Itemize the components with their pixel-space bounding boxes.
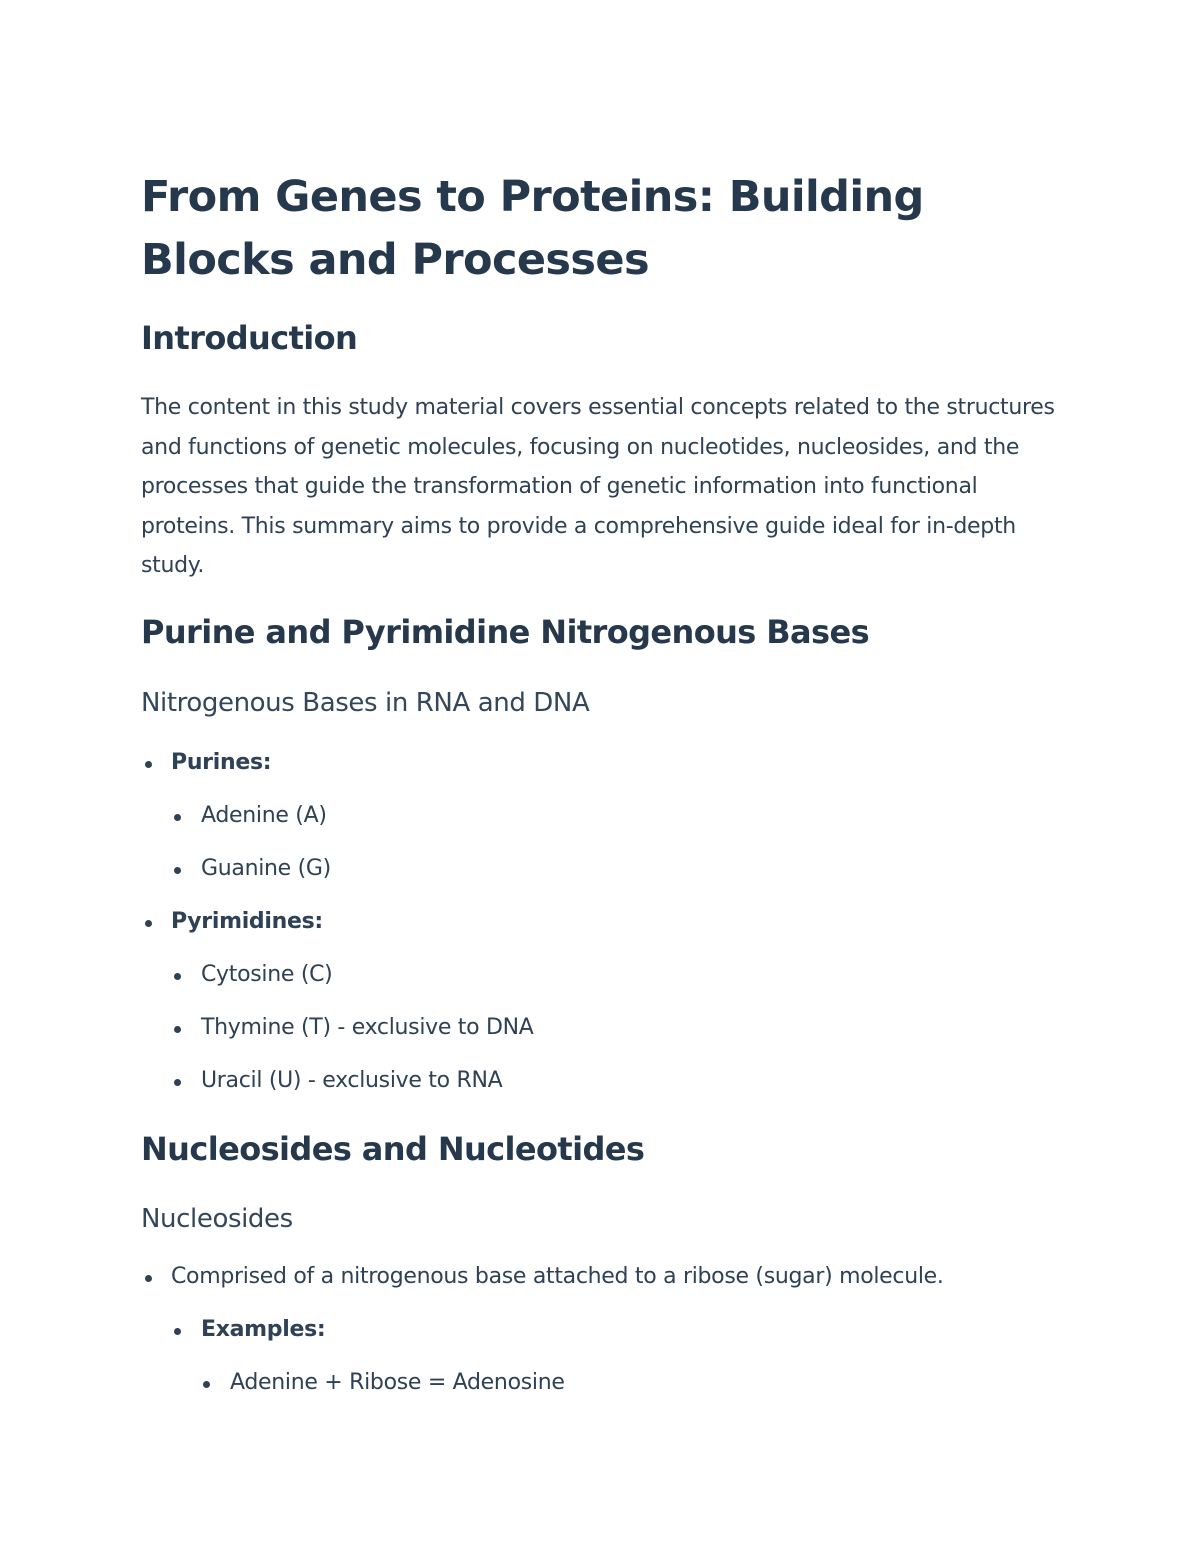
bullet-icon bbox=[145, 761, 152, 768]
list-item-guanine bbox=[141, 852, 1076, 886]
list-item-adenosine-example bbox=[141, 1366, 1076, 1400]
list-item-text: Thymine (T) - exclusive to DNA bbox=[201, 1015, 534, 1040]
bullet-icon bbox=[174, 1079, 181, 1086]
section-heading-introduction: Introduction bbox=[141, 319, 358, 357]
bullet-icon bbox=[174, 973, 181, 980]
list-item-thymine bbox=[141, 1011, 1076, 1045]
list-item-purines bbox=[141, 746, 1076, 780]
purines-label: Purines: bbox=[171, 750, 272, 775]
bullet-icon bbox=[203, 1381, 210, 1388]
nucleosides-list bbox=[141, 1260, 1076, 1419]
bullet-icon bbox=[174, 867, 181, 874]
examples-label: Examples: bbox=[201, 1317, 326, 1342]
list-item-text: Uracil (U) - exclusive to RNA bbox=[201, 1068, 503, 1093]
list-item-uracil bbox=[141, 1064, 1076, 1098]
pyrimidines-label: Pyrimidines: bbox=[171, 909, 323, 934]
bullet-icon bbox=[174, 814, 181, 821]
bullet-icon bbox=[145, 920, 152, 927]
list-item-adenine bbox=[141, 799, 1076, 833]
list-item-nucleoside-definition bbox=[141, 1260, 1076, 1294]
list-item-examples bbox=[141, 1313, 1076, 1347]
list-item-text: Guanine (G) bbox=[201, 856, 331, 881]
list-item-pyrimidines bbox=[141, 905, 1076, 939]
list-item-text: Adenine + Ribose = Adenosine bbox=[230, 1370, 565, 1395]
bullet-icon bbox=[174, 1328, 181, 1335]
list-item-text: Comprised of a nitrogenous base attached to a ribose (sugar) molecule. bbox=[171, 1264, 944, 1289]
section-heading-nucleosides-nucleotides: Nucleosides and Nucleotides bbox=[141, 1130, 645, 1168]
list-item-cytosine bbox=[141, 958, 1076, 992]
document-title: From Genes to Proteins: Building Blocks and Processes bbox=[141, 172, 924, 285]
subheading-bases-rna-dna: Nitrogenous Bases in RNA and DNA bbox=[141, 688, 590, 718]
section-heading-nitrogenous-bases: Purine and Pyrimidine Nitrogenous Bases bbox=[141, 613, 870, 651]
list-item-text: Cytosine (C) bbox=[201, 962, 333, 987]
nitrogenous-bases-list bbox=[141, 746, 1076, 1117]
list-item-text: Adenine (A) bbox=[201, 803, 327, 828]
introduction-paragraph: The content in this study material covers essential concepts related to the structures and functions of genetic molecules, focusing on nucleotides, nucleosides, and the processes that guide the transformation of genetic information into functional proteins. This summary aims to provide a comprehensive guide ideal for in-depth study. bbox=[141, 395, 1055, 578]
subheading-nucleosides: Nucleosides bbox=[141, 1204, 293, 1234]
bullet-icon bbox=[174, 1026, 181, 1033]
bullet-icon bbox=[145, 1275, 152, 1282]
